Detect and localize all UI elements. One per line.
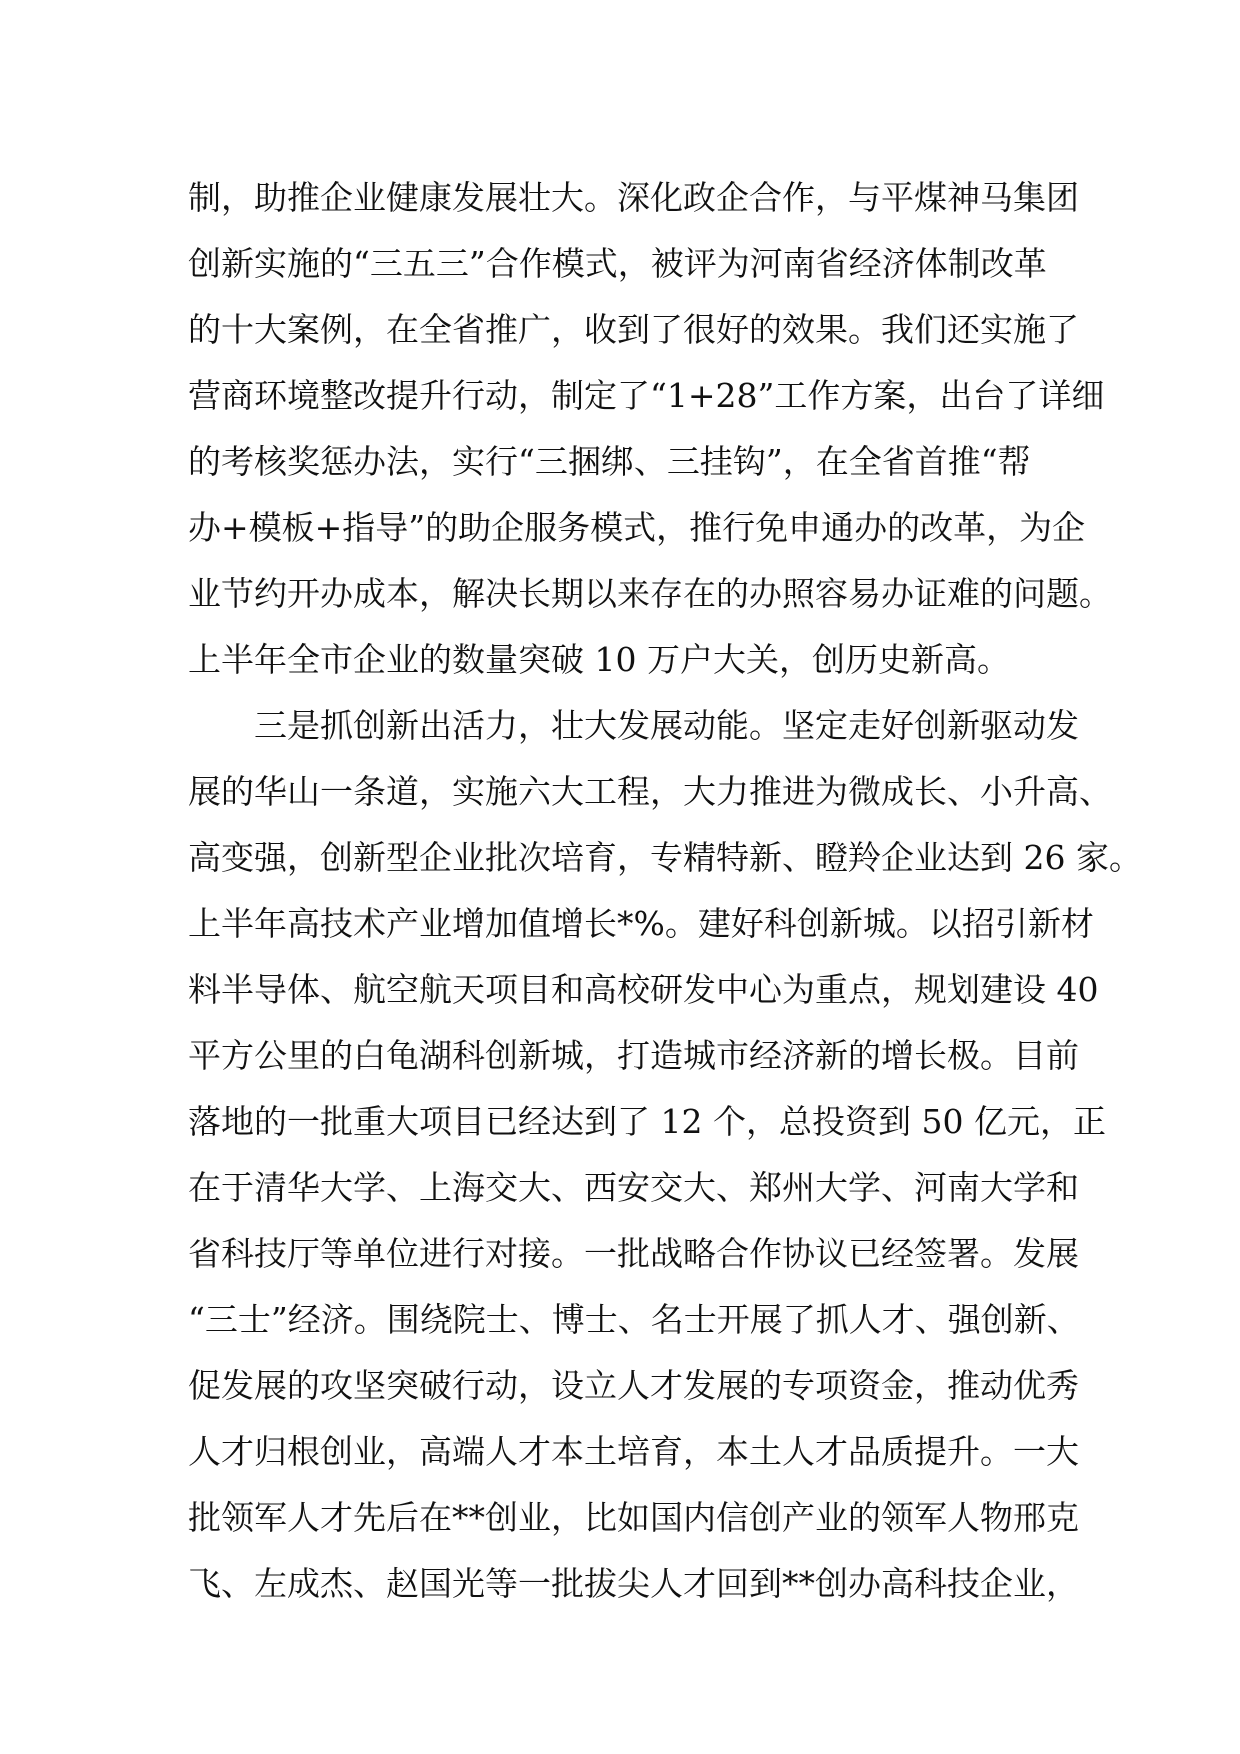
text-line-first: 三是抓创新出活力，壮大发展动能。坚定走好创新驱动发 [254,706,1079,745]
text-line: 制，助推企业健康发展壮大。深化政企合作，与平煤神马集团 [188,178,1079,217]
text-line: 的考核奖惩办法，实行“三捆绑、三挂钩”，在全省首推“帮 [188,442,1031,481]
text-line: 展的华山一条道，实施六大工程，大力推进为微成长、小升高、 [188,772,1112,811]
text-line: 的十大案例，在全省推广，收到了很好的效果。我们还实施了 [188,310,1079,349]
text-line: 上半年高技术产业增加值增长*%。建好科创新城。以招引新材 [188,904,1094,943]
text-line: 省科技厅等单位进行对接。一批战略合作协议已经签署。发展 [188,1234,1079,1273]
text-line: “三士”经济。围绕院士、博士、名士开展了抓人才、强创新、 [188,1300,1080,1339]
text-line: 料半导体、航空航天项目和高校研发中心为重点，规划建设 40 [188,970,1099,1009]
paragraph-continued [188,165,1112,693]
text-line: 业节约开办成本，解决长期以来存在的办照容易办证难的问题。 [188,574,1112,613]
text-line: 促发展的攻坚突破行动，设立人才发展的专项资金，推动优秀 [188,1366,1079,1405]
document-body [188,165,1142,1617]
text-line: 平方公里的白龟湖科创新城，打造城市经济新的增长极。目前 [188,1036,1079,1075]
text-line: 办+模板+指导”的助企服务模式，推行免申通办的改革，为企 [188,508,1086,547]
paragraph-innovation [188,693,1142,1617]
text-line: 落地的一批重大项目已经达到了 12 个，总投资到 50 亿元，正 [188,1102,1106,1141]
text-line: 营商环境整改提升行动，制定了“1+28”工作方案，出台了详细 [188,376,1105,415]
text-line: 上半年全市企业的数量突破 10 万户大关，创历史新高。 [188,640,1010,679]
text-line: 高变强，创新型企业批次培育，专精特新、瞪羚企业达到 26 家。 [188,838,1142,877]
text-line: 创新实施的“三五三”合作模式，被评为河南省经济体制改革 [188,244,1047,283]
text-line: 在于清华大学、上海交大、西安交大、郑州大学、河南大学和 [188,1168,1079,1207]
text-line: 批领军人才先后在**创业，比如国内信创产业的领军人物邢克 [188,1498,1079,1537]
text-line: 飞、左成杰、赵国光等一批拔尖人才回到**创办高科技企业， [188,1564,1079,1603]
text-line: 人才归根创业，高端人才本土培育，本土人才品质提升。一大 [188,1432,1079,1471]
